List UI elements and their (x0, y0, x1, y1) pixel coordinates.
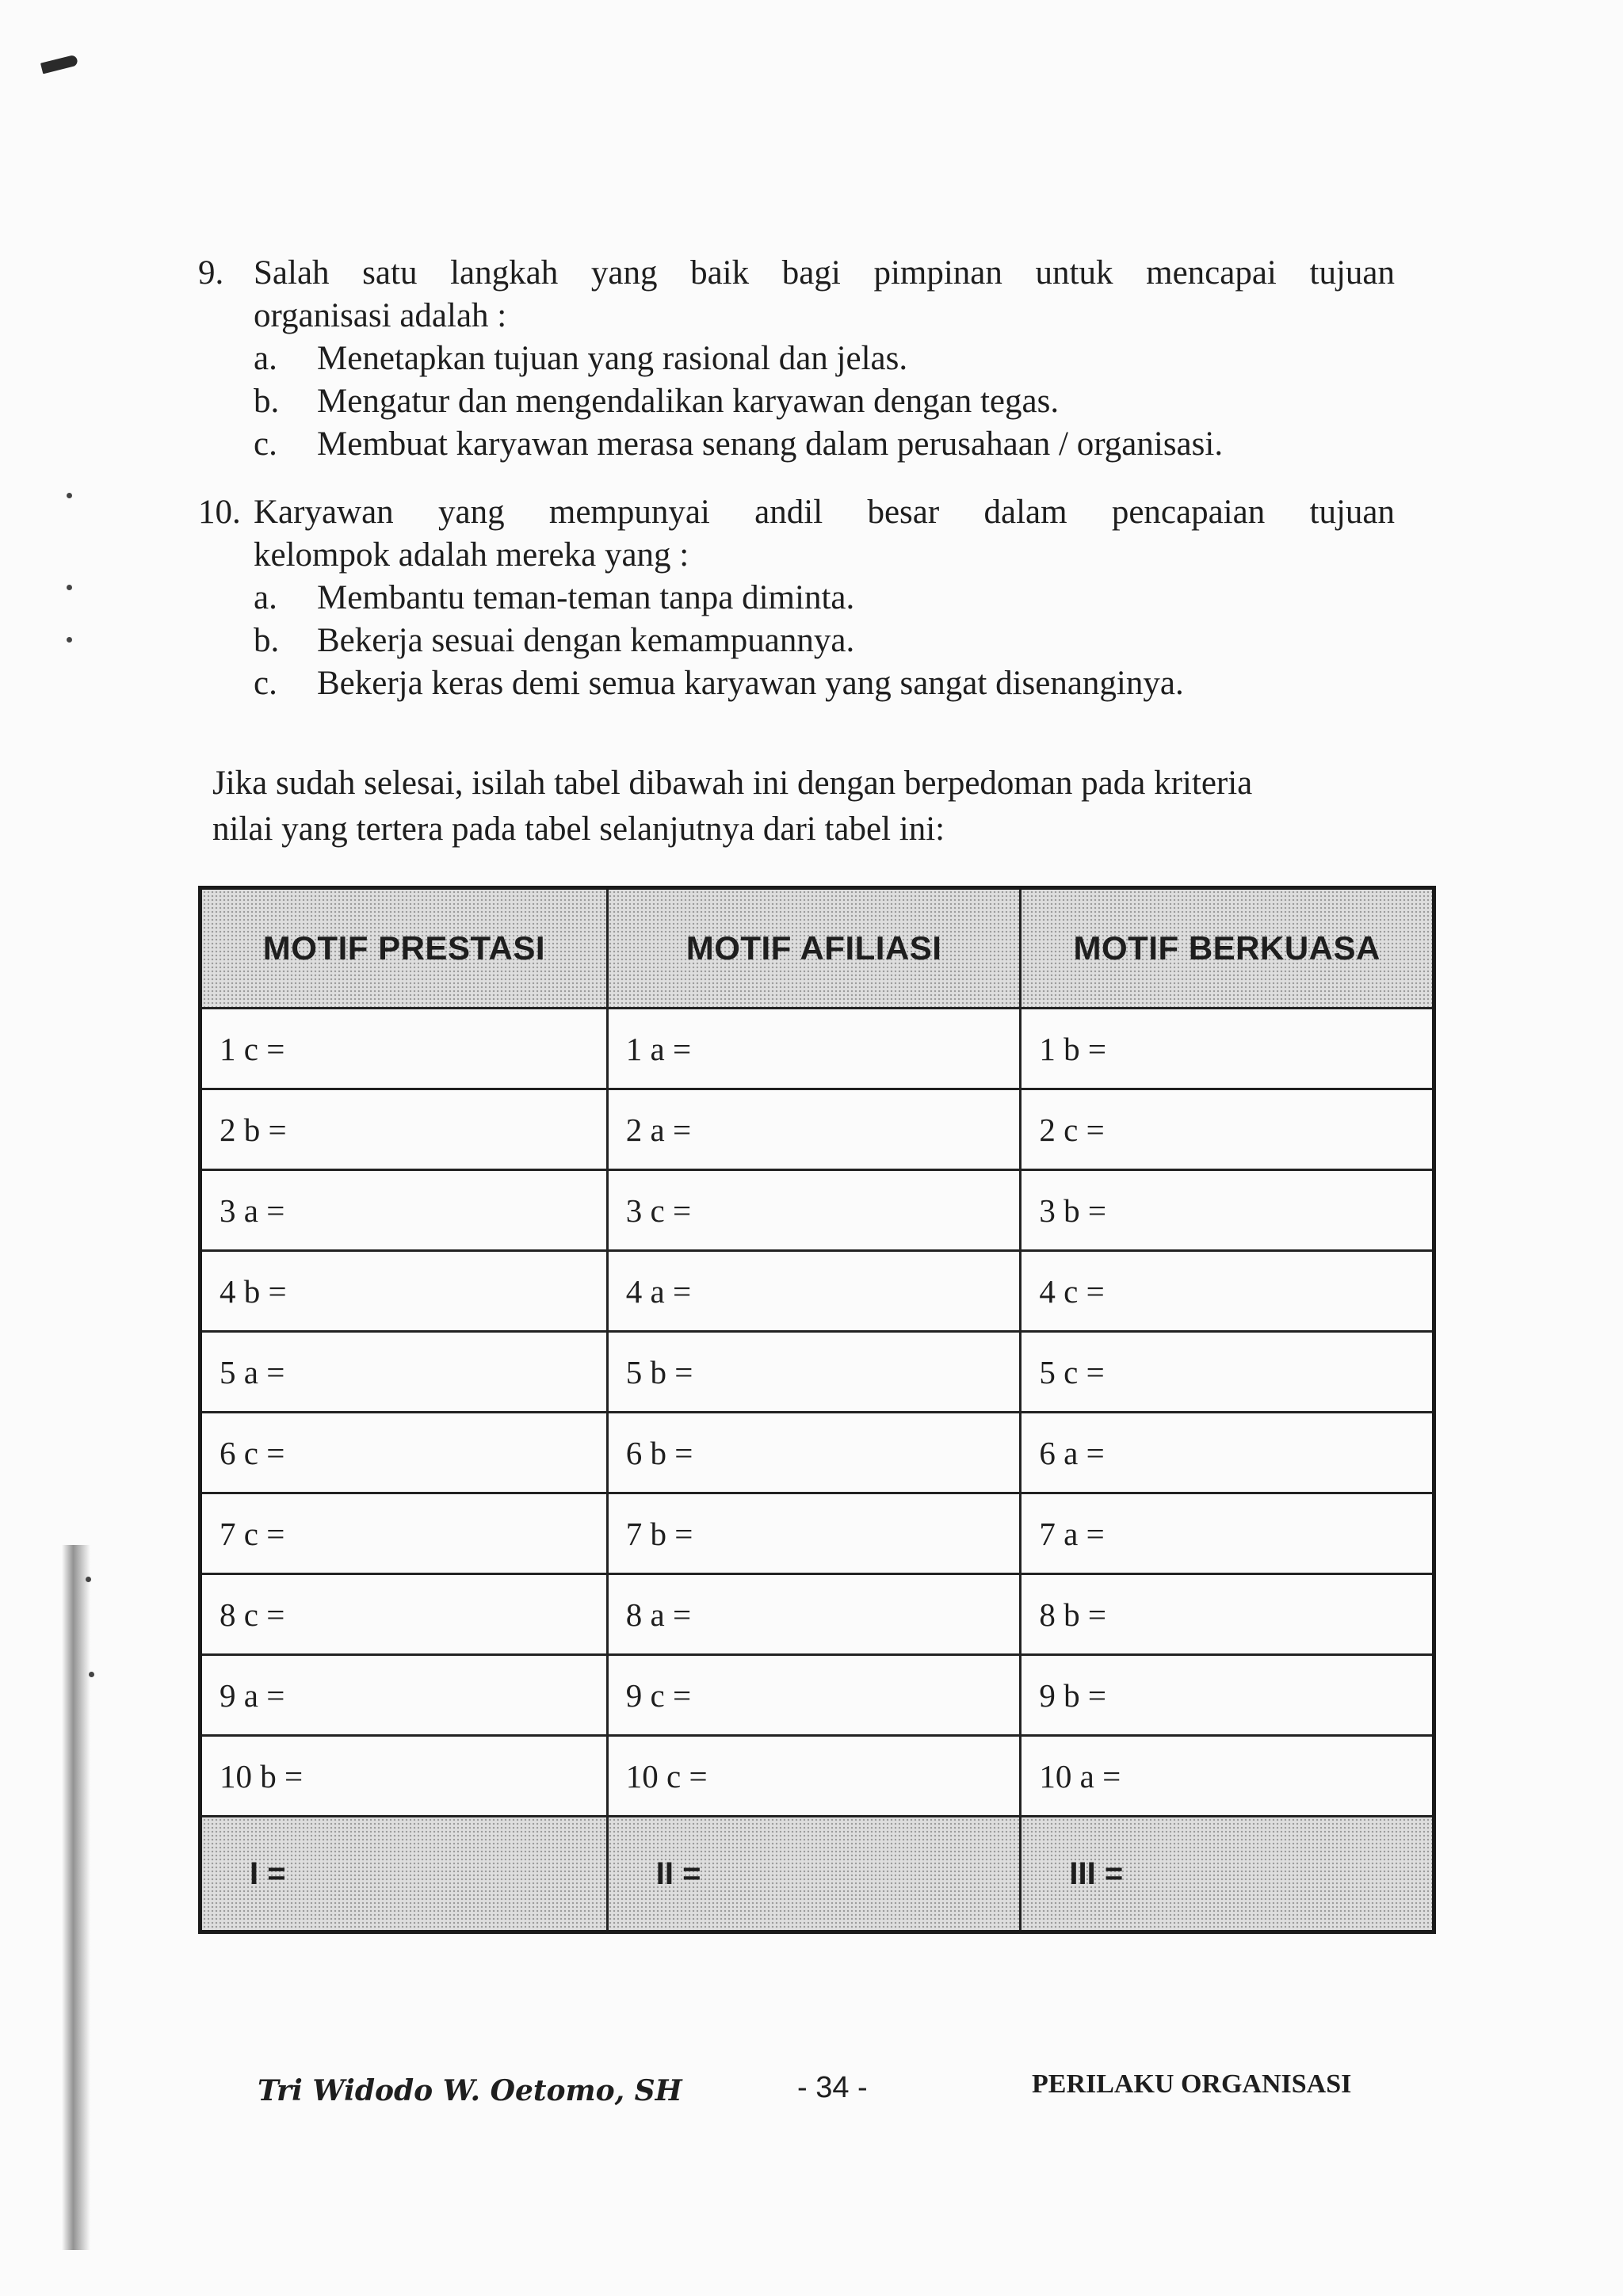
table-row (200, 1332, 1434, 1413)
score-cell[interactable]: 4 a = (607, 1251, 1021, 1332)
option-letter: a. (254, 579, 277, 616)
score-cell[interactable]: 3 a = (200, 1170, 608, 1251)
table-row (200, 1089, 1434, 1170)
score-cell[interactable]: 10 b = (200, 1736, 608, 1817)
question-number: 10. (198, 494, 241, 531)
question-stem-line: kelompok adalah mereka yang : (254, 536, 689, 574)
table-row (200, 1413, 1434, 1493)
score-cell[interactable]: 2 a = (607, 1089, 1021, 1170)
score-cell[interactable]: 9 b = (1021, 1655, 1434, 1736)
score-cell[interactable]: 5 a = (200, 1332, 608, 1413)
question-stem (198, 252, 1395, 295)
table-row (200, 1574, 1434, 1655)
table-row (200, 1170, 1434, 1251)
option-a (198, 577, 1395, 620)
total-cell-afiliasi[interactable]: II = (607, 1817, 1021, 1932)
question-stem-line: Karyawan yang mempunyai andil besar dalam pencapaian tujuan (254, 494, 1395, 531)
motive-score-table (198, 886, 1436, 1934)
question-9 (198, 252, 1395, 466)
table-total-row (200, 1817, 1434, 1932)
option-text: Membantu teman-teman tanpa diminta. (317, 579, 855, 616)
total-cell-prestasi[interactable]: I = (200, 1817, 608, 1932)
instruction-line: Jika sudah selesai, isilah tabel dibawah ini dengan berpedoman pada kriteria (212, 765, 1253, 802)
option-letter: b. (254, 622, 280, 659)
score-cell[interactable]: 1 a = (607, 1009, 1021, 1089)
table-row (200, 1493, 1434, 1574)
score-cell[interactable]: 2 c = (1021, 1089, 1434, 1170)
score-cell[interactable]: 10 c = (607, 1736, 1021, 1817)
score-cell[interactable]: 10 a = (1021, 1736, 1434, 1817)
scan-artifact (67, 637, 72, 643)
scan-artifact (40, 55, 78, 74)
option-c (198, 662, 1395, 705)
question-stem-line: Salah satu langkah yang baik bagi pimpinan untuk mencapai tujuan (254, 254, 1395, 292)
option-letter: b. (254, 383, 280, 420)
option-b (198, 380, 1395, 423)
table-header-row (200, 888, 1434, 1009)
score-cell[interactable]: 7 b = (607, 1493, 1021, 1574)
footer-book-title: PERILAKU ORGANISASI (1032, 2069, 1352, 2099)
score-cell[interactable]: 3 c = (607, 1170, 1021, 1251)
score-cell[interactable]: 9 a = (200, 1655, 608, 1736)
score-cell[interactable]: 1 b = (1021, 1009, 1434, 1089)
score-cell[interactable]: 5 b = (607, 1332, 1021, 1413)
score-cell[interactable]: 6 b = (607, 1413, 1021, 1493)
header-motif-prestasi: MOTIF PRESTASI (200, 888, 608, 1009)
option-letter: c. (254, 665, 277, 702)
footer-author: Tri Widodo W. Oetomo, SH (258, 2074, 682, 2107)
option-c (198, 423, 1395, 466)
option-text: Bekerja keras demi semua karyawan yang sangat disenanginya. (317, 665, 1184, 702)
score-cell[interactable]: 8 b = (1021, 1574, 1434, 1655)
total-cell-berkuasa[interactable]: III = (1021, 1817, 1434, 1932)
instruction-line: nilai yang tertera pada tabel selanjutnya dari tabel ini: (212, 810, 945, 848)
score-cell[interactable]: 7 c = (200, 1493, 608, 1574)
option-text: Menetapkan tujuan yang rasional dan jelas. (317, 340, 908, 377)
score-cell[interactable]: 4 c = (1021, 1251, 1434, 1332)
question-stem (198, 491, 1395, 534)
table-row (200, 1736, 1434, 1817)
table-row (200, 1251, 1434, 1332)
option-text: Bekerja sesuai dengan kemampuannya. (317, 622, 855, 659)
question-stem-continued (198, 295, 1395, 338)
score-cell[interactable]: 2 b = (200, 1089, 608, 1170)
question-number: 9. (198, 254, 224, 292)
scan-artifact (62, 1545, 90, 2250)
scan-artifact (67, 493, 72, 498)
score-cell[interactable]: 7 a = (1021, 1493, 1434, 1574)
option-a (198, 338, 1395, 380)
option-letter: a. (254, 340, 277, 377)
table-row (200, 1009, 1434, 1089)
scan-artifact (86, 1577, 91, 1582)
option-text: Mengatur dan mengendalikan karyawan dengan tegas. (317, 383, 1060, 420)
option-text: Membuat karyawan merasa senang dalam perusahaan / organisasi. (317, 425, 1224, 463)
score-cell[interactable]: 5 c = (1021, 1332, 1434, 1413)
score-cell[interactable]: 9 c = (607, 1655, 1021, 1736)
score-cell[interactable]: 8 a = (607, 1574, 1021, 1655)
header-motif-afiliasi: MOTIF AFILIASI (607, 888, 1021, 1009)
score-cell[interactable]: 8 c = (200, 1574, 608, 1655)
score-cell[interactable]: 6 c = (200, 1413, 608, 1493)
score-cell[interactable]: 3 b = (1021, 1170, 1434, 1251)
question-stem-continued (198, 534, 1395, 577)
instruction-paragraph (212, 761, 1401, 852)
scan-artifact (67, 585, 72, 590)
table-row (200, 1655, 1434, 1736)
option-letter: c. (254, 425, 277, 463)
header-motif-berkuasa: MOTIF BERKUASA (1021, 888, 1434, 1009)
score-cell[interactable]: 1 c = (200, 1009, 608, 1089)
option-b (198, 620, 1395, 662)
score-cell[interactable]: 4 b = (200, 1251, 608, 1332)
footer-page-number: - 34 - (797, 2071, 868, 2104)
question-stem-line: organisasi adalah : (254, 297, 507, 334)
question-10 (198, 491, 1395, 705)
scan-artifact (89, 1672, 94, 1677)
score-cell[interactable]: 6 a = (1021, 1413, 1434, 1493)
